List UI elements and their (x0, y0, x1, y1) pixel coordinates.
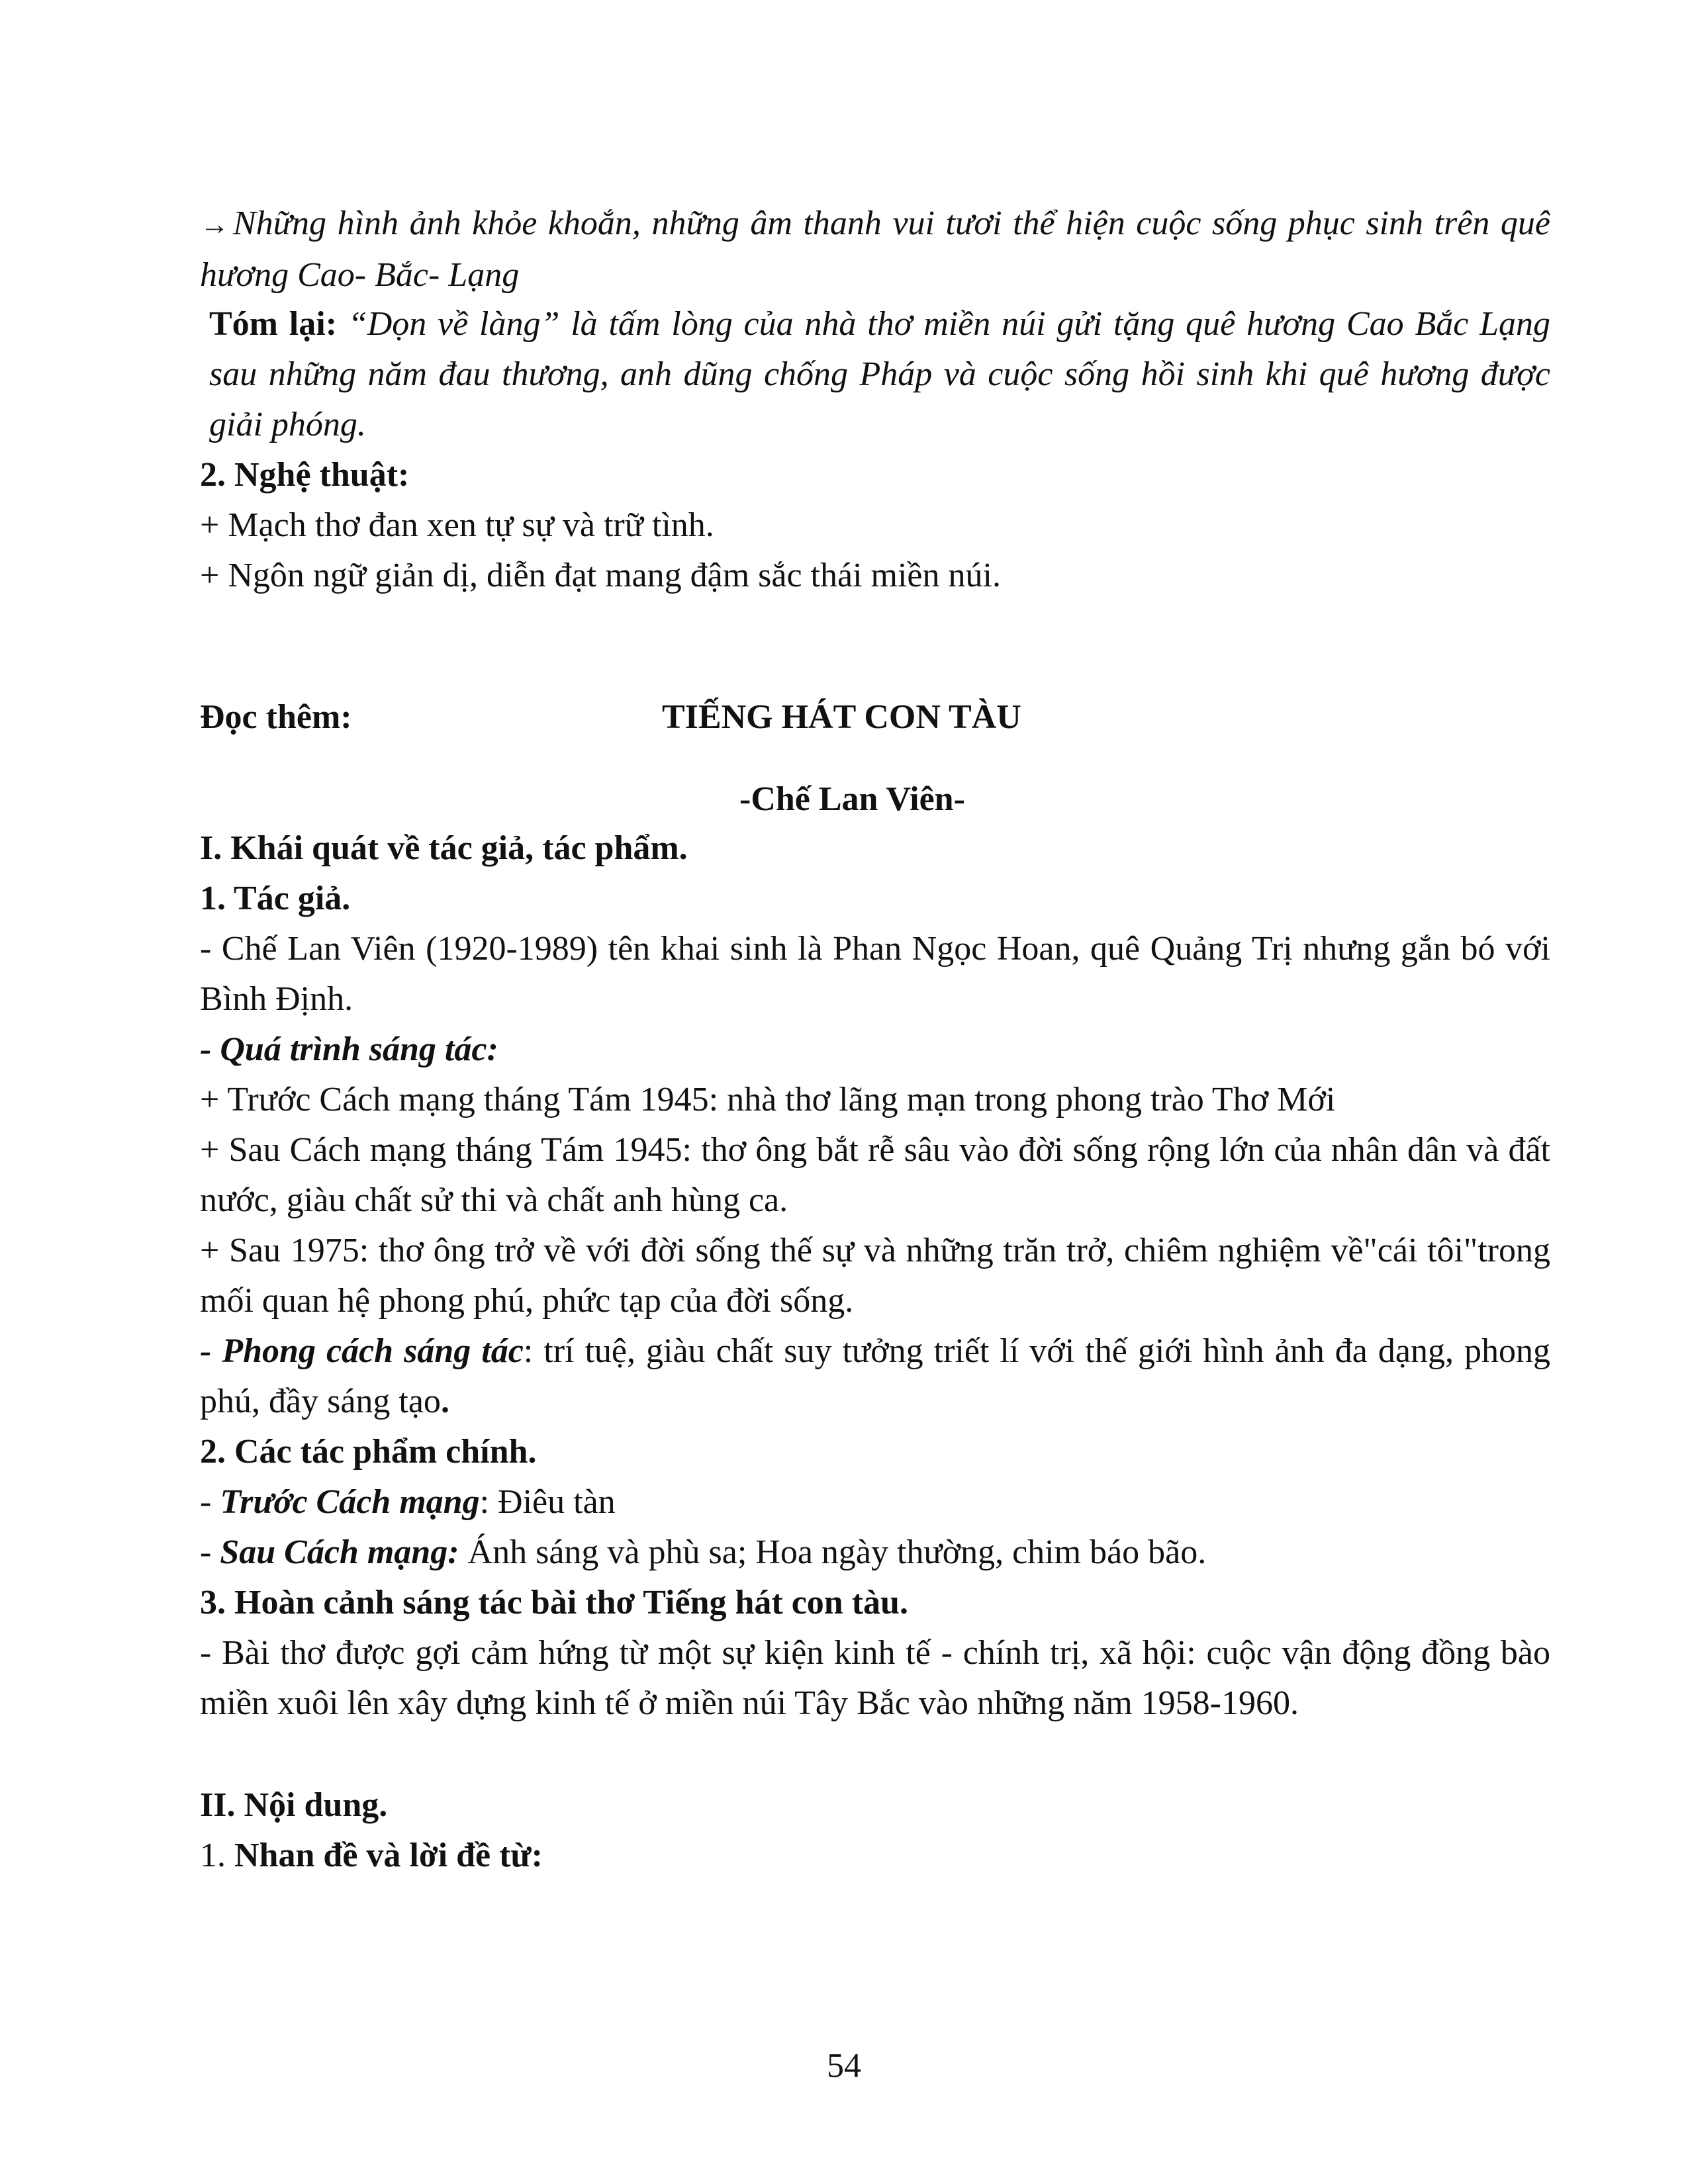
poem-title: TIẾNG HÁT CON TÀU (662, 698, 1021, 736)
process-point-3: + Sau 1975: thơ ông trở về với đời sống thế sự và những trăn trở, chiêm nghiệm về"cái tôi"trong mối quan hệ phong phú, phức tạp của đời sống. (200, 1232, 1550, 1320)
style-paragraph (200, 1326, 1550, 1427)
art-point-1: + Mạch thơ đan xen tự sự và trữ tình. (200, 506, 714, 544)
poem-author-line: -Chế Lan Viên- (739, 780, 965, 818)
process-label: - Quá trình sáng tác: (200, 1030, 498, 1068)
art-point-2: + Ngôn ngữ giản dị, diễn đạt mang đậm sắc thái miền núi. (200, 557, 1001, 594)
works-heading: 2. Các tác phẩm chính. (200, 1433, 537, 1471)
section-two-heading: II. Nội dung. (200, 1786, 388, 1824)
section-two (200, 1780, 1550, 1881)
style-end: . (440, 1383, 449, 1420)
conclusion-text-block (200, 199, 1550, 300)
summary-label: Tóm lại: (209, 305, 338, 343)
works-before-text: : Điêu tàn (479, 1483, 616, 1521)
page-number: 54 (827, 2047, 861, 2085)
works-after-label: Sau Cách mạng: (220, 1533, 459, 1571)
summary-paragraph (200, 299, 1550, 450)
reading-label: Đọc thêm: (200, 698, 352, 736)
subsection-heading: Nhan đề và lời đề từ: (234, 1837, 543, 1874)
art-section (200, 450, 1550, 601)
summary-text: “Dọn về làng” là tấm lòng của nhà thơ miền núi gửi tặng quê hương Cao Bắc Lạng sau những năm đau thương, anh dũng chống Pháp và cuộc sống hồi sinh khi quê hương được giải phóng. (209, 305, 1551, 443)
style-text: : trí tuệ, giàu chất suy tưởng triết lí với thế giới hình ảnh đa dạng, phong phú, đầy sáng tạo (200, 1332, 1551, 1420)
process-point-2: + Sau Cách mạng tháng Tám 1945: thơ ông bắt rễ sâu vào đời sống rộng lớn của nhân dân và đất nước, giàu chất sử thi và chất anh hùng ca. (200, 1131, 1550, 1219)
context-heading: 3. Hoàn cảnh sáng tác bài thơ Tiếng hát con tàu. (200, 1584, 908, 1621)
section-one (200, 823, 1550, 1729)
section-one-heading: I. Khái quát về tác giả, tác phẩm. (200, 829, 688, 867)
works-before (200, 1477, 1550, 1527)
conclusion-text: Những hình ảnh khỏe khoắn, những âm thanh vui tươi thể hiện cuộc sống phục sinh trên quê hương Cao- Bắc- Lạng (200, 205, 1550, 294)
author-heading: 1. Tác giả. (200, 880, 351, 917)
context-text: - Bài thơ được gợi cảm hứng từ một sự kiện kinh tế - chính trị, xã hội: cuộc vận động đồng bào miền xuôi lên xây dựng kinh tế ở miền núi Tây Bắc vào những năm 1958-1960. (200, 1634, 1550, 1722)
process-point-1: + Trước Cách mạng tháng Tám 1945: nhà thơ lãng mạn trong phong trào Thơ Mới (200, 1081, 1336, 1118)
works-after-dash: - (200, 1533, 220, 1571)
conclusion-paragraph (200, 199, 1550, 300)
subsection-line (200, 1831, 1550, 1881)
works-before-label: Trước Cách mạng (220, 1483, 480, 1521)
art-heading: 2. Nghệ thuật: (200, 456, 410, 494)
arrow-right-icon: → (200, 208, 229, 241)
author-bio: - Chế Lan Viên (1920-1989) tên khai sinh là Phan Ngọc Hoan, quê Quảng Trị nhưng gắn bó với Bình Định. (200, 930, 1550, 1018)
works-after (200, 1527, 1550, 1578)
style-label: - Phong cách sáng tác (200, 1332, 524, 1370)
works-before-dash: - (200, 1483, 220, 1521)
subsection-prefix: 1. (200, 1837, 234, 1874)
works-after-text: Ánh sáng và phù sa; Hoa ngày thường, chim báo bão. (459, 1533, 1207, 1571)
summary-text-block (200, 299, 1550, 450)
